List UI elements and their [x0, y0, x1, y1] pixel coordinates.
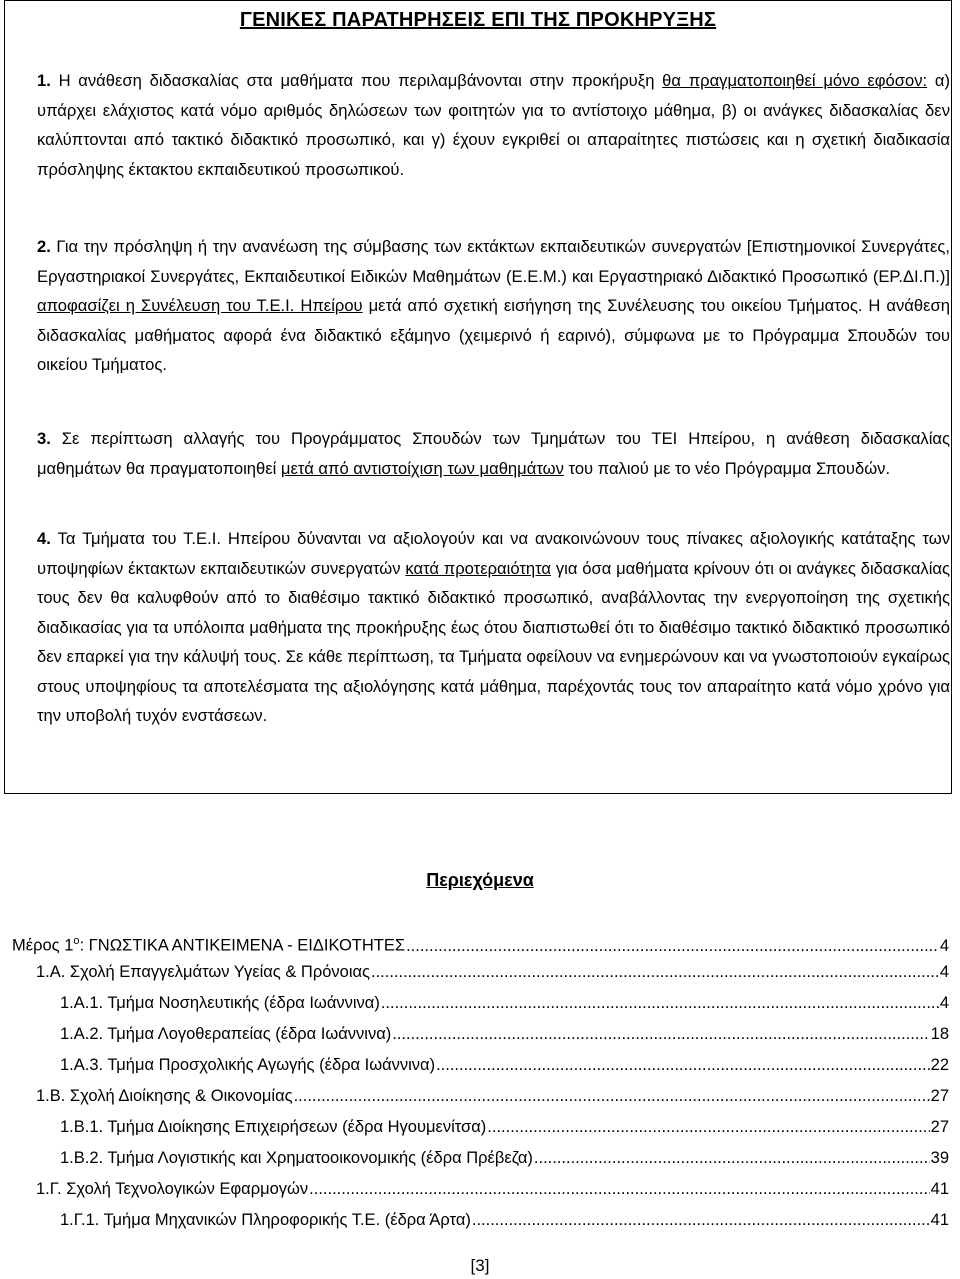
toc-page-number: 4 [939, 963, 949, 981]
toc-entry-title: 1.Γ.1. Τμήμα Μηχανικών Πληροφορικής Τ.Ε. (έδρα Άρτα) [60, 1211, 471, 1229]
toc-entry-title: 1.Α.1. Τμήμα Νοσηλευτικής (έδρα Ιωάννινα) [60, 994, 380, 1012]
toc-entry-title: 1.Β.1. Τμήμα Διοίκησης Επιχειρήσεων (έδρα Ηγουμενίτσα) [60, 1118, 487, 1136]
toc-entry-school-1a[interactable] [36, 961, 949, 983]
remark-text: του παλιού με το νέο Πρόγραμμα Σπουδών. [563, 458, 891, 478]
toc-leader-dots [392, 1023, 929, 1045]
remark-number: 3. [37, 429, 51, 448]
toc-page-number: 39 [930, 1149, 949, 1167]
toc-page-number: 4 [939, 936, 949, 955]
toc-page-number: 22 [930, 1056, 949, 1074]
remark-text: Τα Τμήματα του Τ.Ε.Ι. Ηπείρου δύνανται να αξιολογούν και να ανακοινώνουν τους πίνακες αξιολογικής κατάταξης των υποψηφίων έκτακτων εκπαιδευτικών συνεργατών [37, 529, 950, 578]
toc-entry-title: 1.Β.2. Τμήμα Λογιστικής και Χρηματοοικονομικής (έδρα Πρέβεζα) [60, 1149, 533, 1167]
toc-page-number: 18 [930, 1025, 949, 1043]
toc-entry-dept-1a2[interactable] [60, 1023, 949, 1045]
toc-entry-title-rest: : ΓΝΩΣΤΙΚΑ ΑΝΤΙΚΕΙΜΕΝΑ - ΕΙΔΙΚΟΤΗΤΕΣ [79, 936, 406, 955]
toc-page-number: 27 [930, 1087, 949, 1105]
remark-text: α) υπάρχει ελάχιστος κατά νόμο αριθμός δηλώσεων των φοιτητών για το αντίστοιχο μάθημα, β) οι ανάγκες διδασκαλίας δεν καλύπτονται από τακτικό διδακτικό προσωπικό, και γ) έχουν εγκριθεί οι απαραίτητες πιστώσεις και η σχετική διαδικασία πρόσληψης έκτακτου εκπαιδευτικού προσωπικού. [37, 71, 951, 179]
toc-leader-dots [436, 1054, 930, 1076]
remark-underlined-text: μετά από αντιστοίχιση των μαθημάτων [280, 458, 564, 478]
toc-entry-title-text: Μέρος 1 [12, 936, 74, 955]
toc-leader-dots [534, 1147, 930, 1169]
remark-paragraph-4 [37, 524, 950, 731]
toc-entry-dept-1c1[interactable] [60, 1209, 949, 1231]
toc-leader-dots [406, 935, 939, 957]
remark-underlined-text: θα πραγματοποιηθεί μόνο εφόσον: [662, 71, 928, 90]
remark-paragraph-2 [37, 232, 950, 380]
toc-leader-dots [309, 1178, 929, 1200]
toc-leader-dots [487, 1116, 929, 1138]
toc-entry-school-1c[interactable] [36, 1178, 949, 1200]
toc-heading: Περιεχόμενα [426, 870, 534, 890]
toc-entry-title: 1.Γ. Σχολή Τεχνολογικών Εφαρμογών [36, 1180, 309, 1198]
remark-text: Η ανάθεση διδασκαλίας στα μαθήματα που περιλαμβάνονται στην προκήρυξη [50, 71, 663, 90]
toc-entry-dept-1b1[interactable] [60, 1116, 949, 1138]
remark-paragraph-3 [37, 424, 950, 483]
remark-underlined-text: κατά προτεραιότητα [405, 558, 552, 578]
remark-number: 2. [37, 237, 51, 256]
toc-entry-title: 1.Α.2. Τμήμα Λογοθεραπείας (έδρα Ιωάννινα) [60, 1025, 392, 1043]
toc-page-number: 41 [930, 1180, 949, 1198]
general-remarks-box [4, 0, 952, 794]
toc-entry-title [12, 930, 405, 957]
remark-text: για όσα μαθήματα κρίνουν ότι οι ανάγκες διδασκαλίας τους δεν θα καλυφθούν από το διαθέσιμο τακτικό διδακτικό προσωπικό, αναβάλλοντας την ενεργοποίηση της σχετικής διαδικασίας για τα υπόλοιπα μαθήματα της προκήρυξης έως ότου διαπιστωθεί ότι το διαθέσιμο τακτικό διδακτικό προσωπικό δεν επαρκεί για την κάλυψή τους. Σε κάθε περίπτωση, τα Τμήματα οφείλουν να ενημερώνουν και να γνωστοποιούν εγκαίρως στους υποψηφίους τα αποτελέσματα της αξιολόγησης κατά μάθημα, παρέχοντάς τους τον απαραίτητο κατά νόμο χρόνο για την υποβολή τυχόν ενστάσεων. [37, 558, 950, 725]
toc-entry-part-1[interactable] [12, 930, 949, 957]
remark-text: μετά από σχετική εισήγηση της Συνέλευσης του οικείου Τμήματος. Η ανάθεση διδασκαλίας μαθήματος αφορά ένα διδακτικό εξάμηνο (χειμερινό ή εαρινό), σύμφωνα με το Πρόγραμμα Σπουδών του οικείου Τμήματος. [37, 296, 950, 374]
toc-page-number: 27 [930, 1118, 949, 1136]
toc-entry-school-1b[interactable] [36, 1085, 949, 1107]
toc-page-number: 4 [939, 994, 949, 1012]
toc-entry-dept-1b2[interactable] [60, 1147, 949, 1169]
remark-text: Σε περίπτωση αλλαγής του Προγράμματος Σπουδών των Τμημάτων του ΤΕΙ Ηπείρου, η ανάθεση διδασκαλίας μαθημάτων θα πραγματοποιηθεί [37, 429, 950, 478]
toc-page-number: 41 [930, 1211, 949, 1229]
remark-number: 1. [37, 71, 51, 90]
toc-entry-dept-1a1[interactable] [60, 992, 949, 1014]
toc-entry-dept-1a3[interactable] [60, 1054, 949, 1076]
remark-paragraph-1 [37, 66, 950, 184]
toc-entry-superscript: ο [73, 935, 80, 947]
toc-leader-dots [371, 961, 939, 983]
page-number: [3] [470, 1256, 490, 1275]
toc-leader-dots [472, 1209, 930, 1231]
toc-entry-title: 1.Β. Σχολή Διοίκησης & Οικονομίας [36, 1087, 293, 1105]
remark-text: Για την πρόσληψη ή την ανανέωση της σύμβασης των εκτάκτων εκπαιδευτικών συνεργατών [Επιστημονικοί Συνεργάτες, Εργαστηριακοί Συνεργάτες, Εκπαιδευτικοί Ειδικών Μαθημάτων (Ε.Ε.Μ.) και Εργαστηριακό Διδακτικό Προσωπικό (ΕΡ.ΔΙ.Π.)] [37, 237, 950, 286]
toc-entry-title: 1.Α.3. Τμήμα Προσχολικής Αγωγής (έδρα Ιωάννινα) [60, 1056, 436, 1074]
remark-underlined-text: αποφασίζει η Συνέλευση του Τ.Ε.Ι. Ηπείρου [37, 296, 363, 315]
toc-leader-dots [294, 1085, 930, 1107]
toc-entry-title: 1.Α. Σχολή Επαγγελμάτων Υγείας & Πρόνοιας [36, 963, 370, 981]
notice-title: ΓΕΝΙΚΕΣ ΠΑΡΑΤΗΡΗΣΕΙΣ ΕΠΙ ΤΗΣ ΠΡΟΚΗΡΥΞΗΣ [239, 9, 717, 31]
toc-leader-dots [381, 992, 939, 1014]
remark-number: 4. [37, 529, 51, 548]
